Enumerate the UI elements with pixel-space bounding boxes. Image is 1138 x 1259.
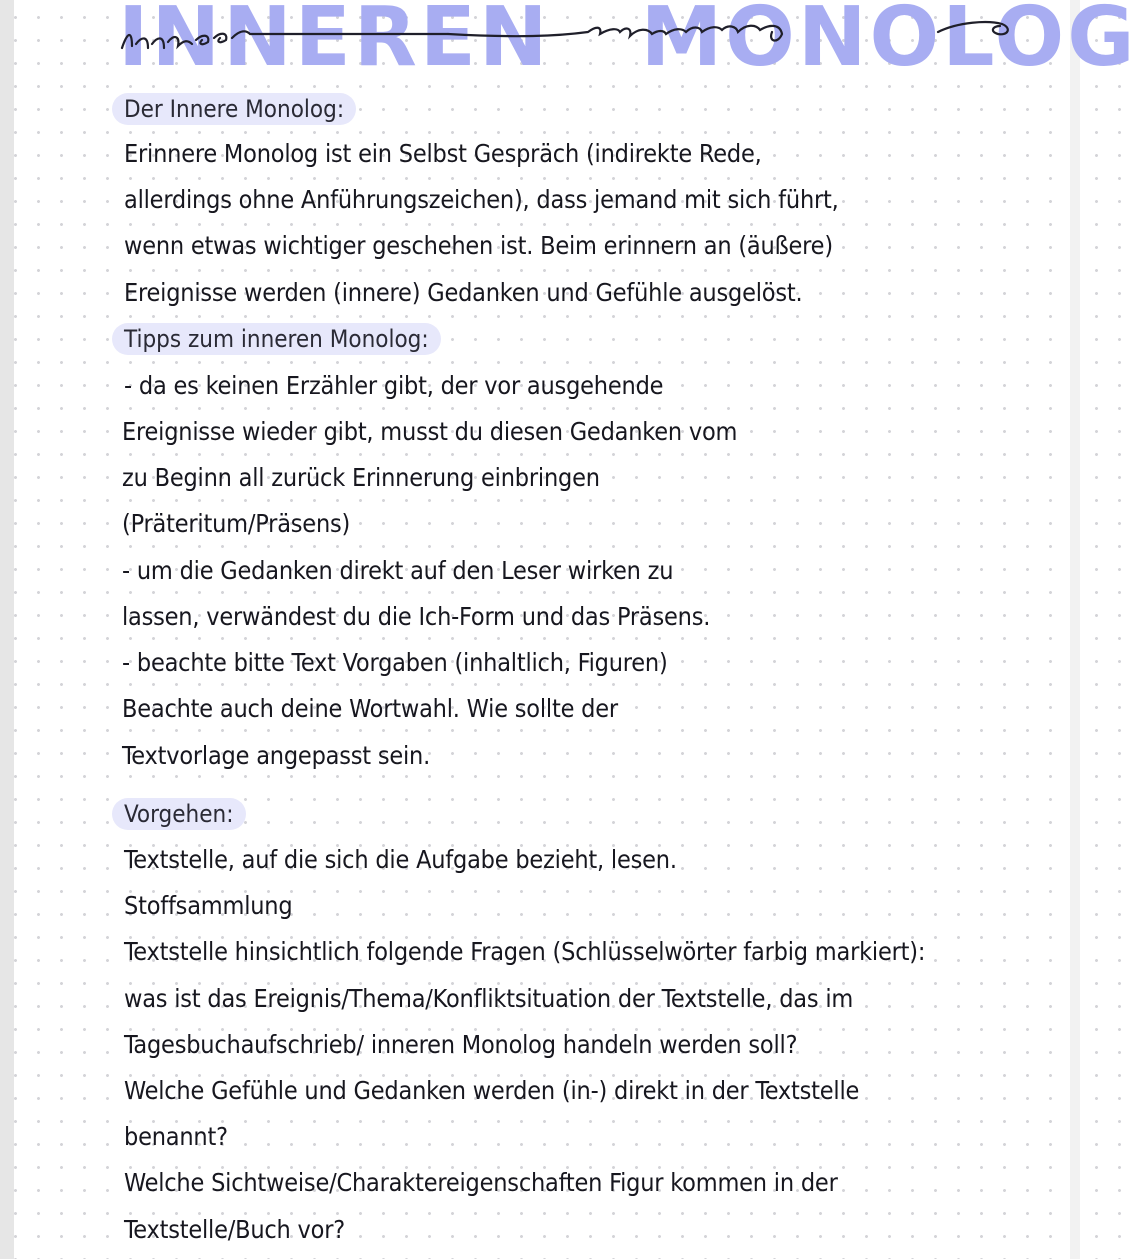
text-line: Ereignisse werden (innere) Gedanken und Gefühle ausgelöst. bbox=[124, 278, 803, 307]
page-title bbox=[118, 0, 1138, 85]
title-script-overlay bbox=[118, 0, 1018, 84]
text-line: wenn etwas wichtiger geschehen ist. Beim erinnern an (äußere) bbox=[124, 231, 833, 260]
right-edge bbox=[1070, 0, 1080, 1259]
section-label-tipps: Tipps zum inneren Monolog: bbox=[112, 323, 441, 355]
text-line: allerdings ohne Anführungszeichen), dass jemand mit sich führt, bbox=[124, 185, 839, 214]
text-line: Textstelle hinsichtlich folgende Fragen (Schlüsselwörter farbig markiert): bbox=[124, 937, 926, 966]
text-line: Ereignisse wieder gibt, musst du diesen Gedanken vom bbox=[122, 417, 738, 446]
text-line: - um die Gedanken direkt auf den Leser wirken zu bbox=[122, 556, 674, 585]
text-line: Textvorlage angepasst sein. bbox=[122, 741, 431, 770]
text-line: Textstelle/Buch vor? bbox=[124, 1215, 346, 1244]
text-line: Stoffsammlung bbox=[124, 891, 293, 920]
section-label-innerer-monolog: Der Innere Monolog: bbox=[112, 93, 356, 125]
text-line: Welche Gefühle und Gedanken werden (in-) direkt in der Textstelle bbox=[124, 1076, 860, 1105]
text-line: Welche Sichtweise/Charaktereigenschaften Figur kommen in der bbox=[124, 1168, 838, 1197]
title-word-1: INNEREN bbox=[118, 0, 551, 85]
title-word-2: MONOLOG bbox=[640, 0, 1138, 85]
text-line: Tagesbuchaufschrieb/ inneren Monolog handeln werden soll? bbox=[124, 1030, 798, 1059]
text-line: - beachte bitte Text Vorgaben (inhaltlich, Figuren) bbox=[122, 648, 668, 677]
text-line: - da es keinen Erzähler gibt, der vor ausgehende bbox=[124, 371, 664, 400]
text-line: was ist das Ereignis/Thema/Konfliktsituation der Textstelle, das im bbox=[124, 984, 854, 1013]
section-label-vorgehen: Vorgehen: bbox=[112, 798, 246, 830]
text-line: Beachte auch deine Wortwahl. Wie sollte der bbox=[122, 694, 618, 723]
text-line: Textstelle, auf die sich die Aufgabe bezieht, lesen. bbox=[124, 845, 677, 874]
text-line: (Präteritum/Präsens) bbox=[122, 509, 351, 538]
text-line: zu Beginn all zurück Erinnerung einbringen bbox=[122, 463, 600, 492]
text-line: Erinnere Monolog ist ein Selbst Gespräch (indirekte Rede, bbox=[124, 139, 762, 168]
text-line: benannt? bbox=[124, 1122, 228, 1151]
text-line: lassen, verwändest du die Ich-Form und das Präsens. bbox=[122, 602, 711, 631]
left-edge bbox=[0, 0, 14, 1259]
